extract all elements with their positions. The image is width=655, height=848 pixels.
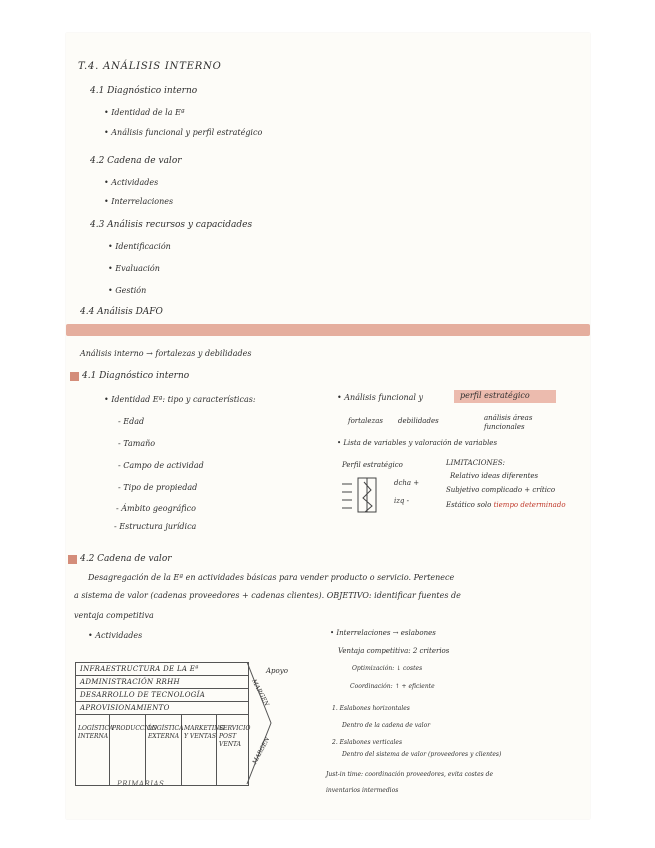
debilidades-label: debilidades: [398, 417, 439, 425]
paragraph-line: ventaja competitiva: [74, 611, 154, 620]
outline-4-3-b: • Evaluación: [108, 264, 160, 273]
section-marker: [70, 372, 79, 381]
limitacion-3: Estático solo tiempo determinado: [446, 501, 566, 509]
eslabones-horizontales: 1. Eslabones horizontales: [332, 705, 410, 712]
value-chain-diagram: [75, 662, 275, 790]
optimizacion-line: Optimización: ↓ costes: [352, 665, 423, 672]
list-item: - Ámbito geográfico: [116, 504, 196, 513]
outline-4-2: 4.2 Cadena de valor: [90, 156, 182, 166]
interrelaciones-item: • Interrelaciones → eslabones: [330, 629, 436, 637]
outline-4-1-a: • Identidad de la Eª: [104, 108, 185, 117]
primary-cell: MARKETING Y VENTAS: [182, 715, 217, 785]
just-in-time-line: Just-in time: coordinación proveedores, evita costes de: [326, 771, 494, 778]
perfil-highlight: perfil estratégico: [460, 391, 530, 400]
intro-line: Análisis interno → fortalezas y debilidades: [80, 349, 252, 358]
section-marker: [68, 555, 77, 564]
section-4-2-heading: 4.2 Cadena de valor: [80, 554, 172, 564]
just-in-time-line: inventarios intermedios: [326, 787, 399, 794]
primary-cell: LOGÍSTICA INTERNA: [76, 715, 110, 785]
support-row: APROVISIONAMIENTO: [75, 701, 249, 715]
margin-label: MARGEN: [250, 678, 271, 708]
margin-label-lower: MARGEN: [251, 736, 272, 766]
lista-variables: • Lista de variables y valoración de variables: [337, 439, 498, 447]
areas-funcionales: análisis áreas funcionales: [484, 414, 533, 431]
ventaja-line: Ventaja competitiva: 2 criterios: [338, 647, 450, 655]
identidad-line: • Identidad Eª: tipo y características:: [104, 395, 256, 404]
fortalezas-label: fortalezas: [348, 417, 383, 425]
apoyo-label: Apoyo: [266, 667, 288, 675]
highlighter-divider: [66, 324, 590, 336]
primarias-label: PRIMARIAS: [117, 780, 165, 788]
limitaciones-title: LIMITACIONES:: [446, 459, 505, 467]
support-row: INFRAESTRUCTURA DE LA Eª: [75, 662, 249, 676]
outline-4-2-b: • Interrelaciones: [104, 197, 174, 206]
outline-4-3-c: • Gestión: [108, 286, 147, 295]
izq-label: izq -: [394, 497, 409, 505]
primary-cell: SERVICIO POST VENTA: [219, 725, 251, 748]
list-item: - Estructura jurídica: [114, 522, 197, 531]
dcha-label: dcha +: [394, 479, 420, 487]
list-item: - Tipo de propiedad: [118, 483, 198, 492]
primary-cell: LOGÍSTICA EXTERNA: [146, 715, 182, 785]
outline-4-3: 4.3 Análisis recursos y capacidades: [90, 220, 253, 230]
eslabones-verticales-desc: Dentro del sistema de valor (proveedores y clientes): [342, 751, 502, 758]
outline-4-1: 4.1 Diagnóstico interno: [90, 86, 198, 96]
outline-4-4: 4.4 Análisis DAFO: [80, 307, 163, 317]
support-row: DESARROLLO DE TECNOLOGÍA: [75, 688, 249, 702]
section-4-1-heading: 4.1 Diagnóstico interno: [82, 371, 190, 381]
list-item: - Edad: [118, 417, 145, 426]
list-item: - Tamaño: [118, 439, 156, 448]
outline-4-1-b: • Análisis funcional y perfil estratégico: [104, 128, 263, 137]
perfil-estrategico: Perfil estratégico: [342, 461, 403, 469]
actividades-item: • Actividades: [88, 631, 143, 640]
limitacion-1: Relativo ideas diferentes: [450, 472, 539, 480]
eslabones-verticales: 2. Eslabones verticales: [332, 739, 403, 746]
paragraph-line: Desagregación de la Eª en actividades básicas para vender producto o servicio. Pertenece: [88, 573, 455, 582]
eslabones-horizontales-desc: Dentro de la cadena de valor: [342, 722, 431, 729]
outline-4-2-a: • Actividades: [104, 178, 159, 187]
limitacion-3-red: tiempo determinado: [493, 501, 566, 509]
margin-arrow: [75, 662, 275, 790]
analisis-funcional: • Análisis funcional y: [337, 393, 424, 402]
limitacion-2: Subjetivo complicado + crítico: [446, 486, 556, 494]
primary-cell: PRODUCCIÓN: [110, 715, 146, 785]
page-title: T.4. ANÁLISIS INTERNO: [78, 61, 222, 72]
paragraph-line: a sistema de valor (cadenas proveedores + cadenas clientes). OBJETIVO: identificar fuentes de: [74, 591, 461, 600]
support-row: ADMINISTRACIÓN RRHH: [75, 675, 249, 689]
profile-sketch: [338, 476, 390, 516]
coordinacion-line: Coordinación: ↑ + eficiente: [350, 683, 435, 690]
list-item: - Campo de actividad: [118, 461, 204, 470]
outline-4-3-a: • Identificación: [108, 242, 171, 251]
